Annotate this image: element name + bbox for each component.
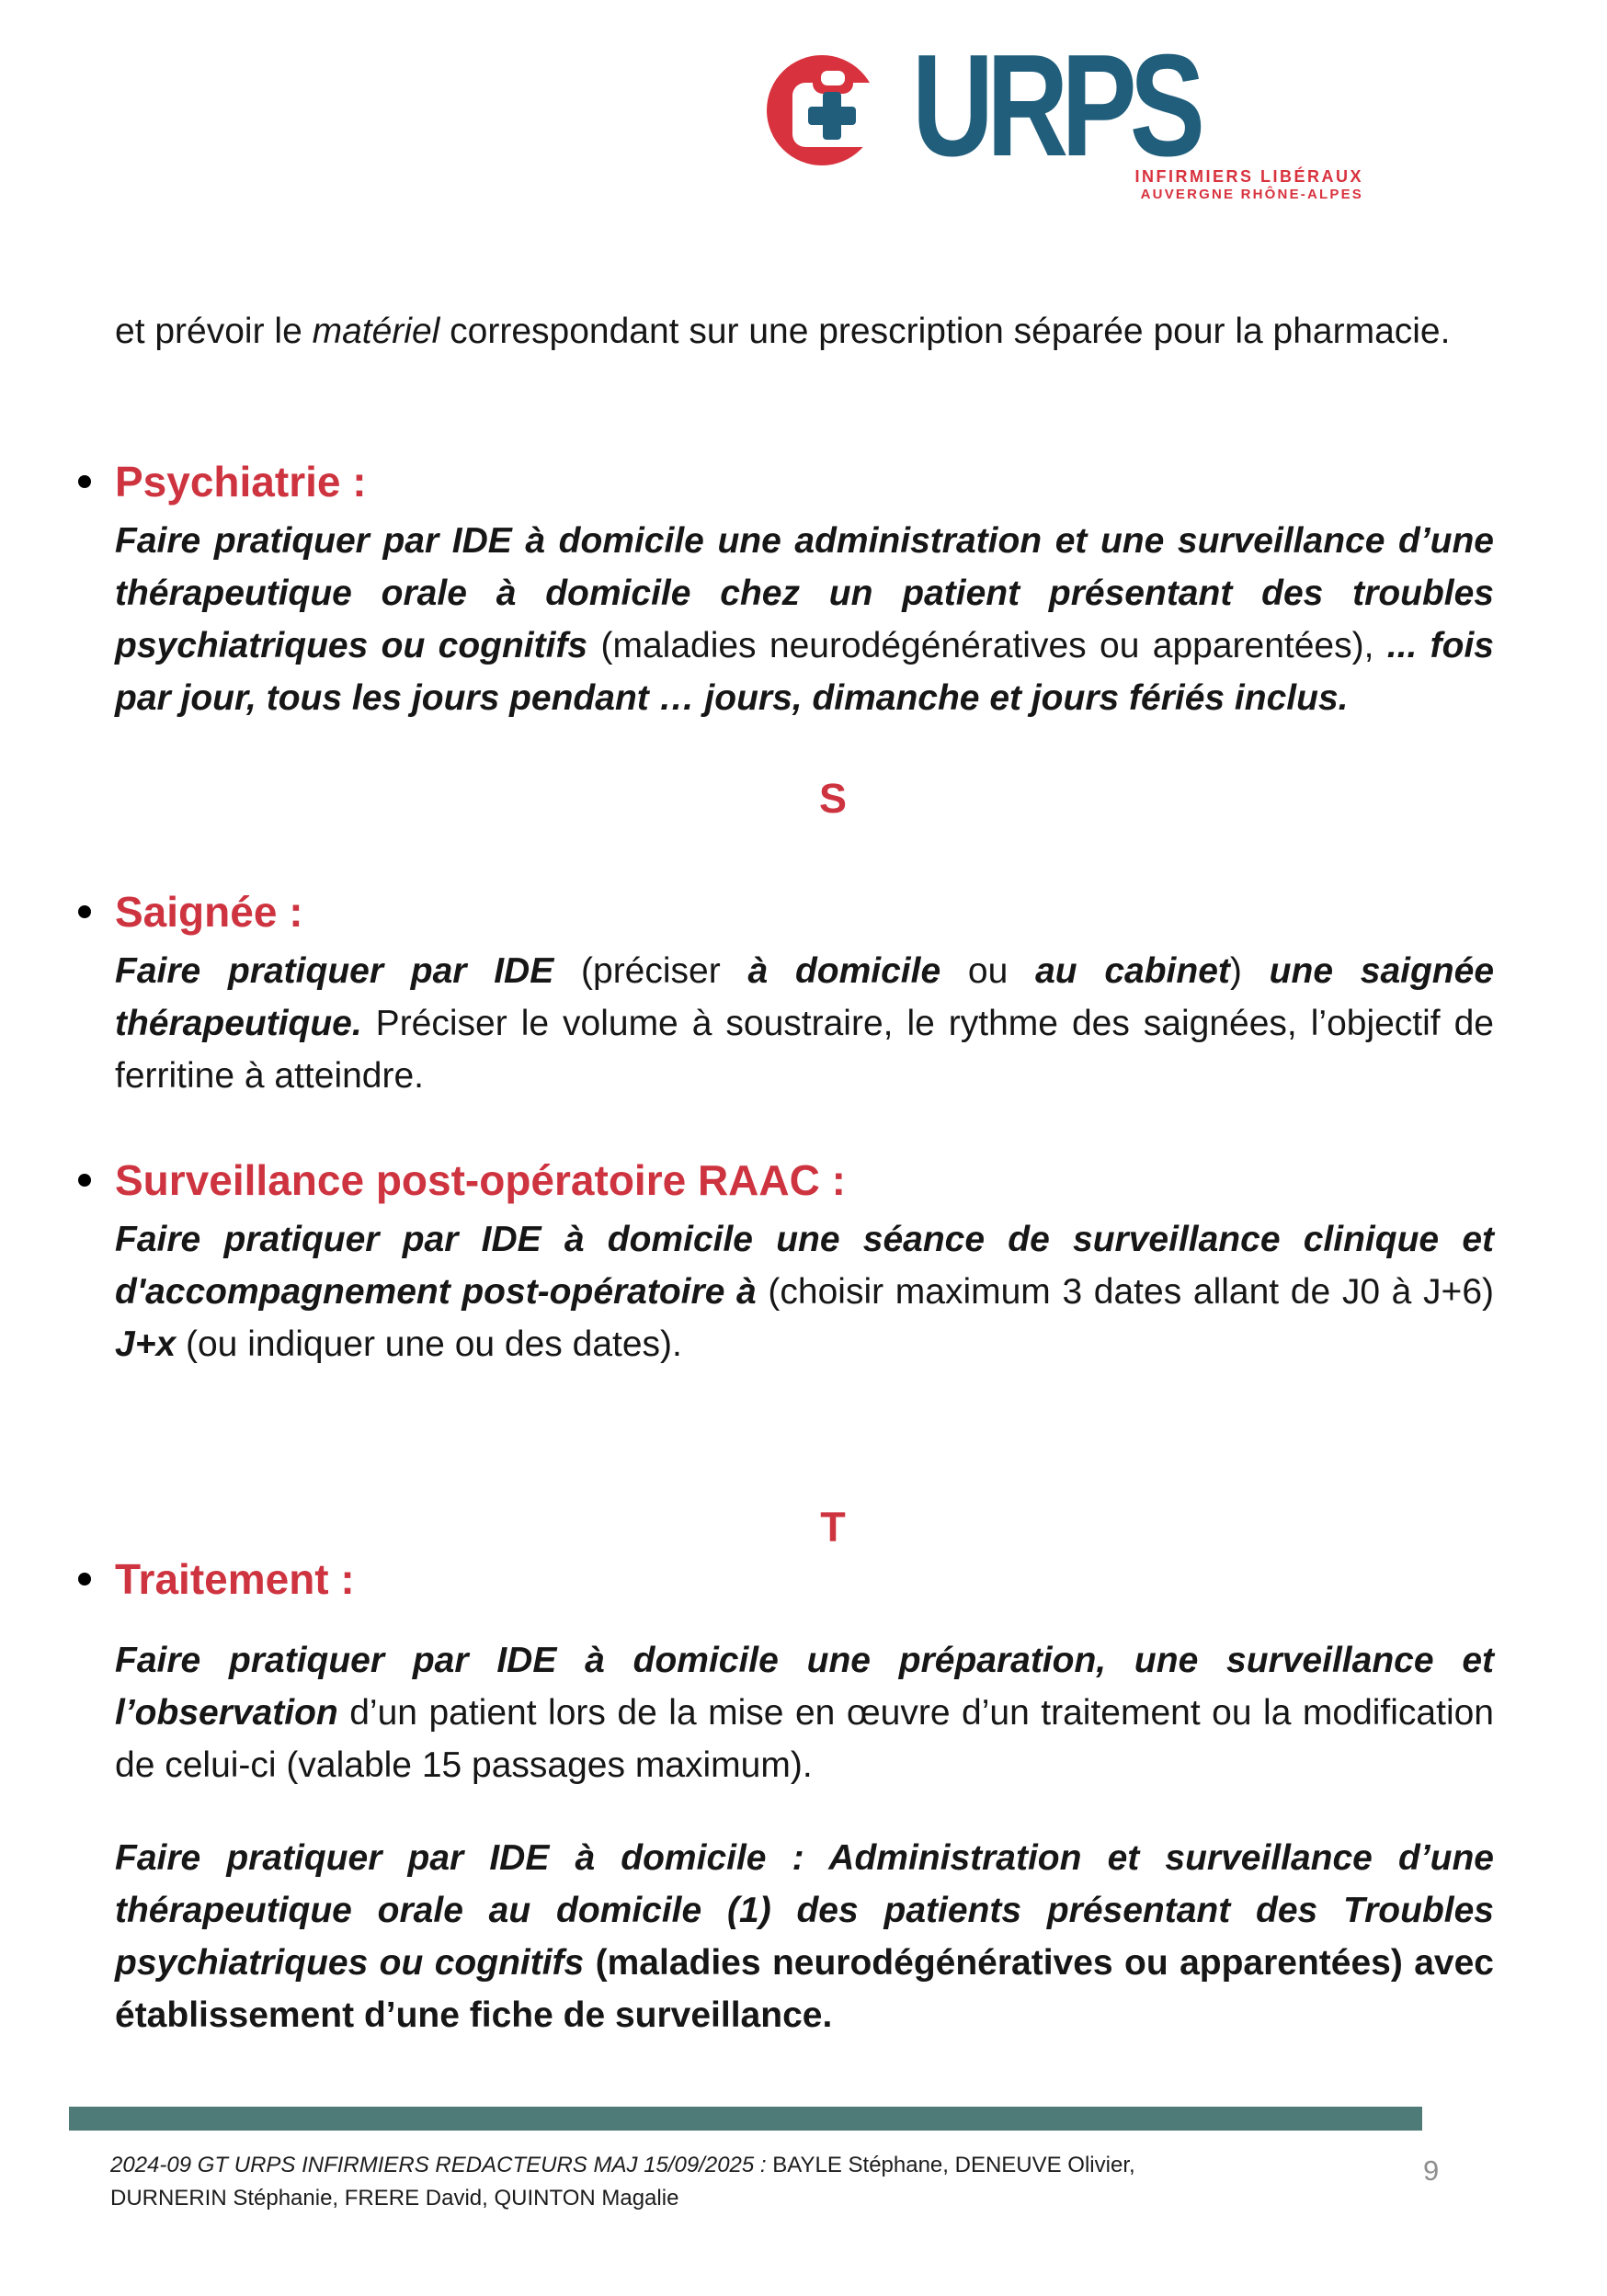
medical-case-cross-icon xyxy=(765,44,886,171)
surveillance-run-1: Faire pratiquer par IDE à domicile une séance de surveillance clinique et d'accompagnement post-opératoire à xyxy=(115,1220,1494,1312)
section-title-saignee-label: Saignée : xyxy=(115,888,303,936)
traitement-p2-run-1: Faire pratiquer par IDE à domicile : Administration et surveillance d’une thérapeutique orale au domicile (1) des patients présentant des Troubles psychiatriques ou cognitifs xyxy=(115,1838,1494,1983)
psychiatrie-run-3: ... fois par jour, tous les jours pendant … jours, dimanche et jours fériés inclus. xyxy=(115,626,1494,718)
intro-paragraph-block xyxy=(115,305,1494,358)
surveillance-run-2: (choisir maximum 3 dates allant de J0 à J+6) xyxy=(768,1272,1494,1312)
saignee-run-2: (préciser xyxy=(581,951,748,991)
section-title-psychiatrie xyxy=(115,458,1494,506)
section-title-traitement xyxy=(115,1555,1494,1603)
section-saignee xyxy=(115,888,1494,1102)
psychiatrie-run-2: (maladies neurodégénératives ou apparentées), xyxy=(600,626,1387,665)
bullet-icon xyxy=(78,1174,91,1187)
saignee-run-4: ou xyxy=(940,951,1036,991)
section-surveillance-raac xyxy=(115,1156,1494,1370)
traitement-p2-run-2: (maladies neurodégénératives ou apparentées) avec établissement d’une fiche de surveillance. xyxy=(115,1943,1494,2035)
section-psychiatrie xyxy=(115,458,1494,724)
section-title-saignee xyxy=(115,888,1494,936)
section-title-traitement-label: Traitement : xyxy=(115,1555,355,1603)
letter-header-t: T xyxy=(820,1504,846,1551)
saignee-paragraph xyxy=(115,945,1494,1102)
section-title-surveillance-raac-label: Surveillance post-opératoire RAAC : xyxy=(115,1156,846,1204)
section-title-surveillance-raac xyxy=(115,1156,1494,1204)
psychiatrie-run-1: Faire pratiquer par IDE à domicile une administration et une surveillance d’une thérapeutique orale à domicile chez un patient présentant des troubles psychiatriques ou cognitifs xyxy=(115,521,1494,665)
surveillance-paragraph xyxy=(115,1213,1494,1370)
saignee-run-1: Faire pratiquer par IDE xyxy=(115,951,582,991)
footer-authors: BAYLE Stéphane, DENEUVE Olivier, DURNERIN Stéphanie, FRERE David, QUINTON Magalie xyxy=(110,2153,1135,2211)
logo-tagline-region: AUVERGNE RHÔNE-ALPES xyxy=(1140,187,1363,203)
saignee-run-5: au cabinet xyxy=(1035,951,1230,991)
bullet-icon xyxy=(78,905,91,918)
intro-paragraph xyxy=(115,305,1494,358)
section-title-psychiatrie-label: Psychiatrie : xyxy=(115,458,367,506)
page-number: 9 xyxy=(1423,2154,1440,2187)
intro-run-materiel: matériel xyxy=(312,312,440,351)
intro-run-2: correspondant sur une prescription séparée pour la pharmacie. xyxy=(439,312,1451,351)
saignee-run-8: Préciser le volume à soustraire, le rythme des saignées, l’objectif de ferritine à atteindre. xyxy=(115,1004,1494,1096)
logo-tagline-infirmiers: INFIRMIERS LIBÉRAUX xyxy=(1134,166,1363,186)
bullet-icon xyxy=(78,1573,91,1586)
section-traitement xyxy=(115,1555,1494,2041)
traitement-p1-run-1: Faire pratiquer par IDE à domicile une préparation, une surveillance et l’observation xyxy=(115,1641,1494,1733)
footer-credits xyxy=(110,2149,1149,2215)
letter-header-s-block xyxy=(115,775,1494,823)
traitement-p1-run-2: d’un patient lors de la mise en œuvre d’un traitement ou la modification de celui-ci (valable 15 passages maximum). xyxy=(115,1693,1495,1785)
saignee-run-6: ) xyxy=(1229,951,1270,991)
surveillance-run-3: J+x xyxy=(115,1324,177,1364)
urps-logo xyxy=(765,25,1363,203)
saignee-run-3: à domicile xyxy=(747,951,941,991)
surveillance-run-4: (ou indiquer une ou des dates). xyxy=(176,1324,682,1364)
footer-meta: 2024-09 GT URPS INFIRMIERS REDACTEURS MAJ 15/09/2025 : xyxy=(110,2153,767,2177)
bullet-icon xyxy=(78,475,91,488)
letter-header-t-block xyxy=(115,1504,1494,1552)
logo-text-group xyxy=(912,25,1363,203)
traitement-paragraph-1 xyxy=(115,1634,1494,1791)
saignee-run-7: une saignée thérapeutique. xyxy=(115,951,1495,1043)
logo-brand: URPS xyxy=(912,25,1199,187)
logo-taglines xyxy=(1134,166,1363,204)
footer-divider-bar xyxy=(69,2107,1422,2131)
traitement-paragraph-2 xyxy=(115,1832,1494,2041)
letter-header-s: S xyxy=(818,775,847,822)
intro-run-1: et prévoir le xyxy=(115,312,313,351)
psychiatrie-paragraph xyxy=(115,515,1494,724)
